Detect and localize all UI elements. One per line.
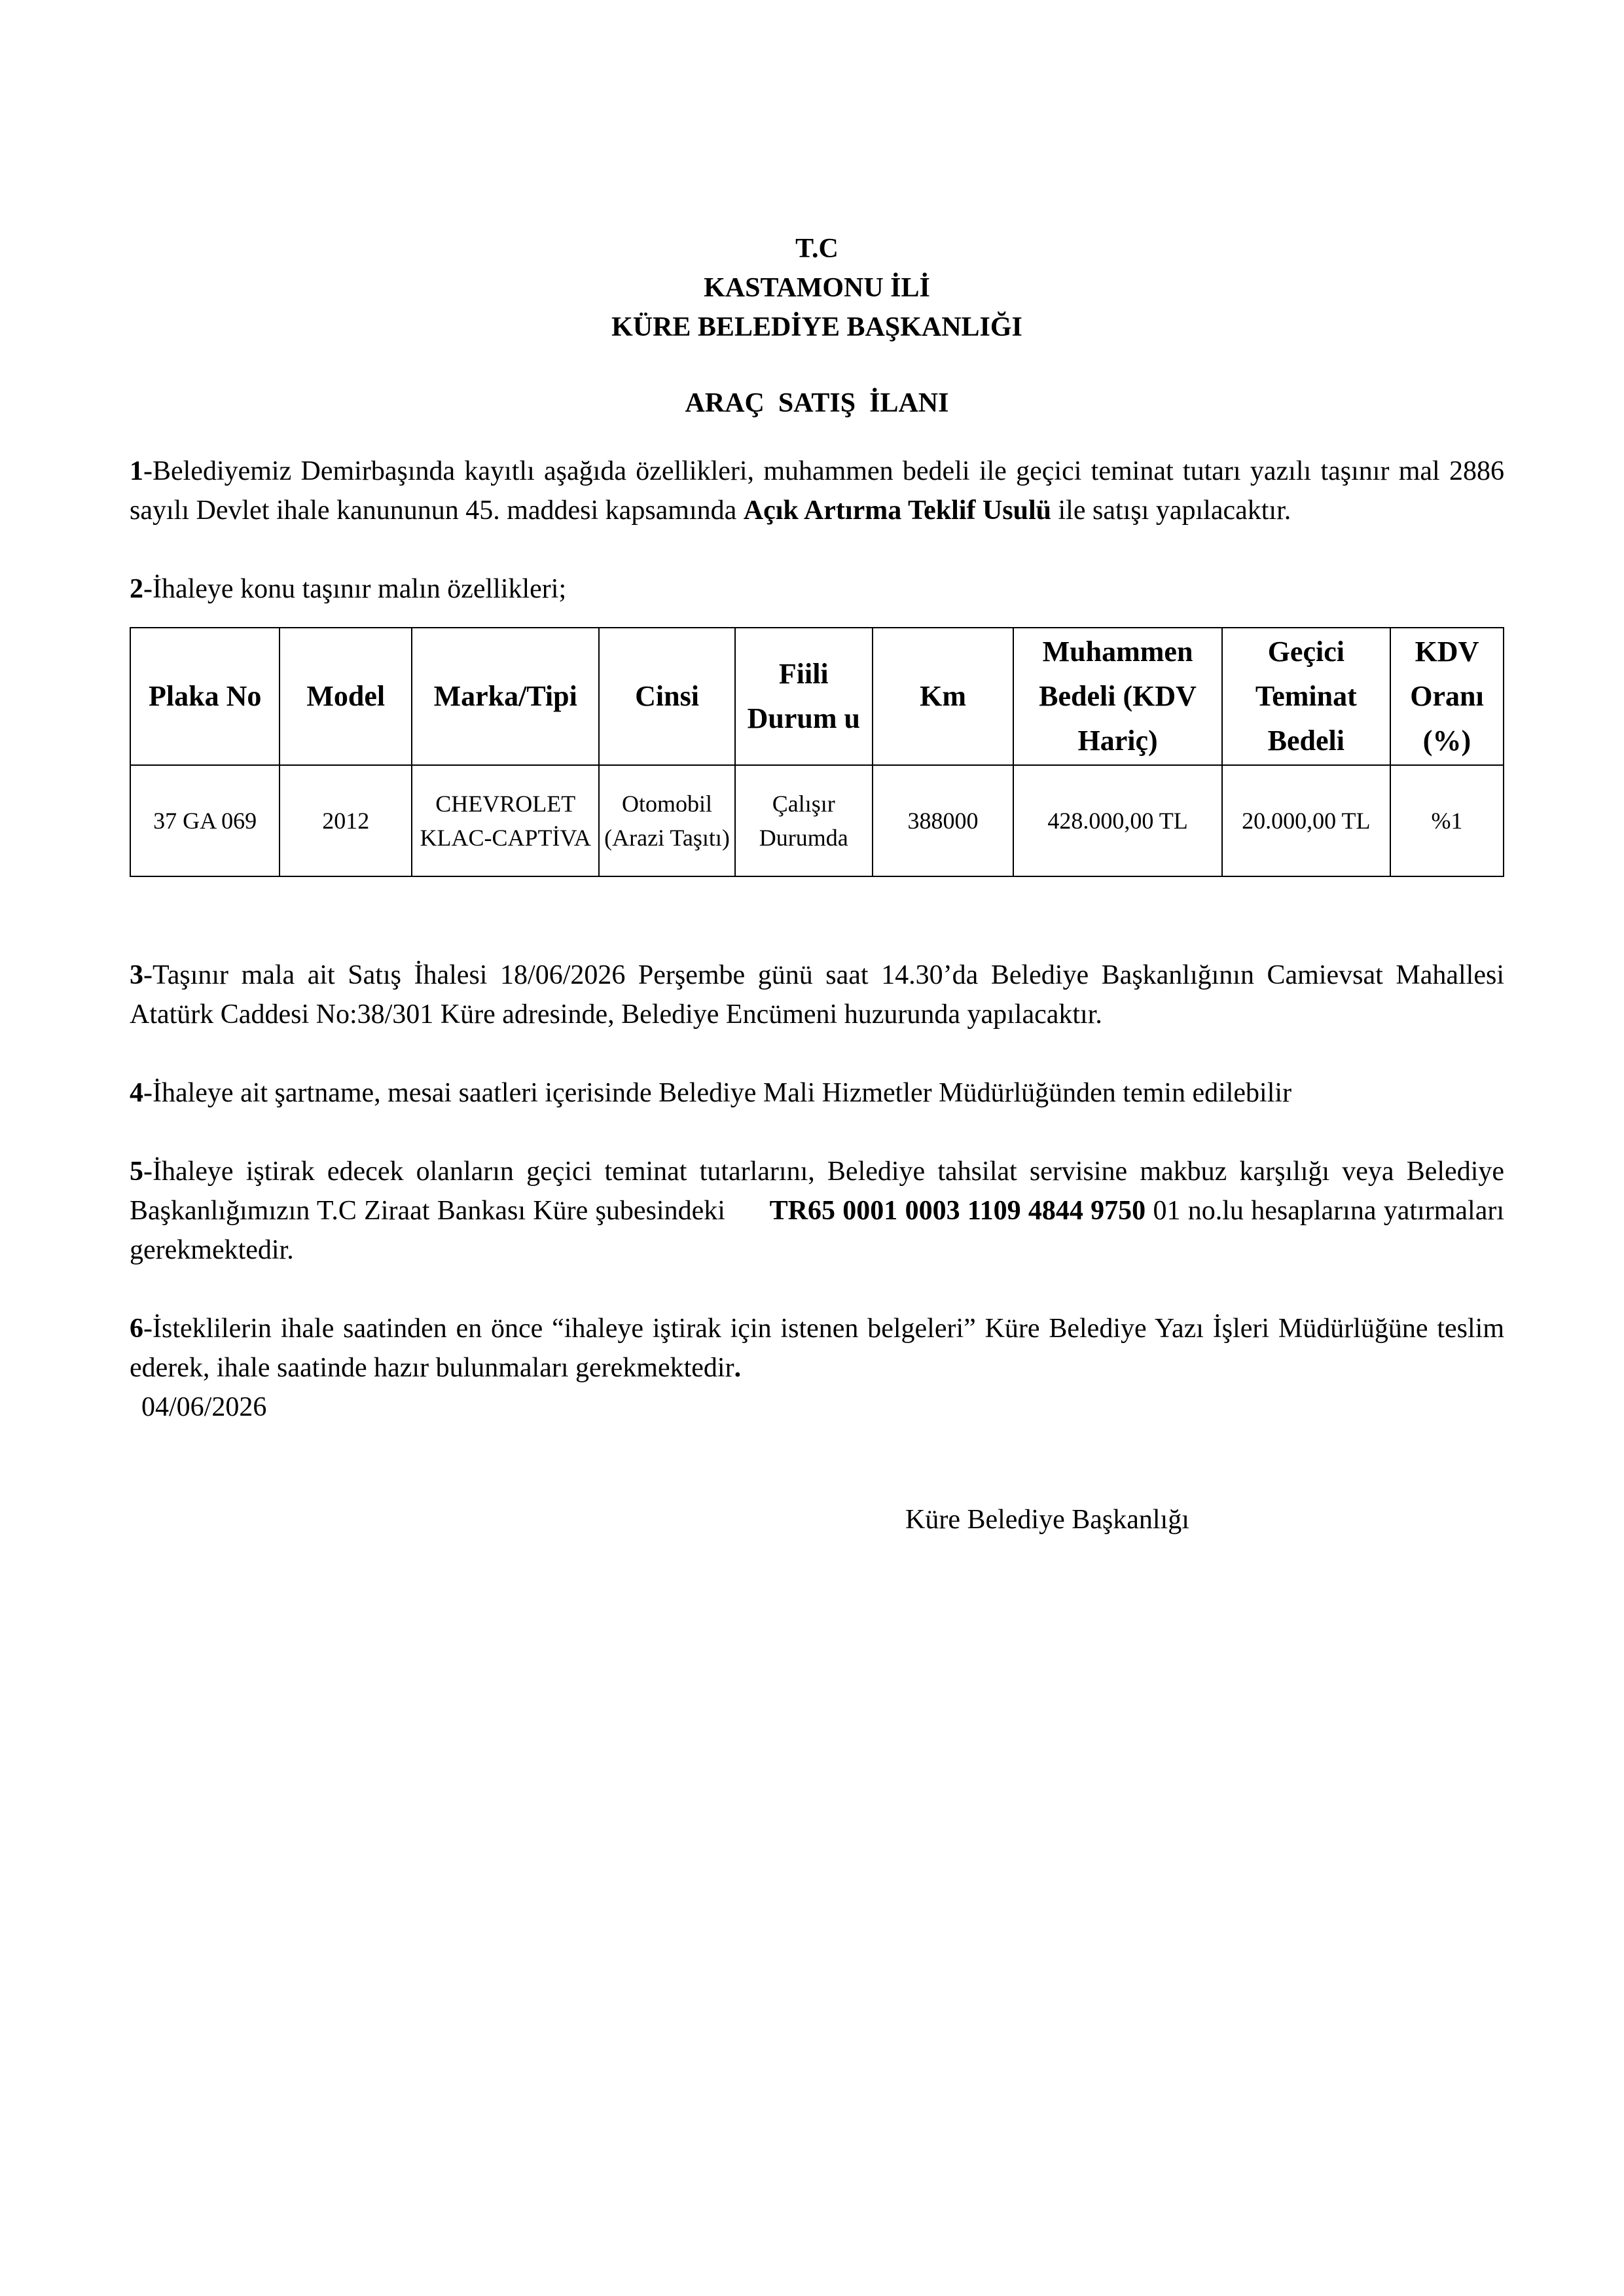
cell-gecici-teminat: 20.000,00 TL	[1222, 765, 1390, 876]
document-title: ARAÇ SATIŞ İLANI	[685, 388, 949, 418]
cell-muhammen-bedeli: 428.000,00 TL	[1013, 765, 1221, 876]
header-line-1: T.C	[795, 234, 839, 264]
paragraph-1-number: 1	[130, 456, 143, 486]
table-header-row	[130, 628, 1504, 765]
paragraph-2	[130, 569, 1504, 609]
paragraph-3	[130, 956, 1504, 1034]
paragraph-5-text-b: 01 no.lu hesaplarına yatırmaları gerekmektedir.	[130, 1196, 1504, 1265]
paragraph-6	[130, 1309, 1504, 1388]
header-kdv-orani: KDV Oranı (%)	[1390, 628, 1504, 765]
cell-marka-tipi: CHEVROLET KLAC-CAPTİVA	[412, 765, 599, 876]
document-header	[130, 229, 1504, 347]
header-marka-tipi: Marka/Tipi	[412, 628, 599, 765]
paragraph-3-number: 3	[130, 960, 143, 990]
header-fiili-durum: Fiili Durum u	[735, 628, 873, 765]
paragraph-1-text-b: ile satışı yapılacaktır.	[1051, 495, 1291, 526]
paragraph-6-text: -İsteklilerin ihale saatinden en önce “ihaleye iştirak için istenen belgeleri” Küre Belediye Yazı İşleri Müdürlüğüne teslim ederek, ihale saatinde hazır bulunmaları gerekmektedir	[130, 1314, 1504, 1383]
header-km: Km	[873, 628, 1014, 765]
header-cinsi: Cinsi	[599, 628, 735, 765]
header-line-2: KASTAMONU İLİ	[704, 273, 930, 303]
document-page	[130, 229, 1511, 1535]
paragraph-6-end: .	[734, 1353, 742, 1383]
paragraph-4-text: -İhaleye ait şartname, mesai saatleri içerisinde Belediye Mali Hizmetler Müdürlüğünden temin edilebilir	[143, 1078, 1292, 1108]
cell-model: 2012	[280, 765, 412, 876]
iban-number: TR65 0001 0003 1109 4844 9750	[769, 1196, 1146, 1226]
header-muhammen-bedeli: Muhammen Bedeli (KDV Hariç)	[1013, 628, 1221, 765]
paragraph-5-number: 5	[130, 1157, 143, 1187]
paragraph-3-text: -Taşınır mala ait Satış İhalesi 18/06/2026 Perşembe günü saat 14.30’da Belediye Başkanlığının Camievsat Mahallesi Atatürk Caddesi No:38/301 Küre adresinde, Belediye Encümeni huzurunda yapılacaktır.	[130, 960, 1504, 1030]
paragraph-6-number: 6	[130, 1314, 143, 1344]
signature: Küre Belediye Başkanlığı	[905, 1505, 1189, 1535]
cell-plaka-no: 37 GA 069	[130, 765, 280, 876]
document-date: 04/06/2026	[141, 1392, 267, 1422]
cell-cinsi: Otomobil (Arazi Taşıtı)	[599, 765, 735, 876]
vehicle-table	[130, 627, 1504, 877]
paragraph-1-text-a: -Belediyemiz Demirbaşında kayıtlı aşağıda özellikleri, muhammen bedeli ile geçici teminat tutarı yazılı taşınır mal 2886 sayılı Devlet ihale kanununun 45. maddesi kapsamında	[130, 456, 1504, 526]
table-row	[130, 765, 1504, 876]
header-model: Model	[280, 628, 412, 765]
cell-fiili-durum: Çalışır Durumda	[735, 765, 873, 876]
cell-kdv-orani: %1	[1390, 765, 1504, 876]
paragraph-2-text: -İhaleye konu taşınır malın özellikleri;	[143, 574, 567, 604]
paragraph-4-number: 4	[130, 1078, 143, 1108]
paragraph-2-number: 2	[130, 574, 143, 604]
paragraph-1-bold: Açık Artırma Teklif Usulü	[743, 495, 1052, 526]
header-gecici-teminat: Geçici Teminat Bedeli	[1222, 628, 1390, 765]
cell-km: 388000	[873, 765, 1014, 876]
header-plaka-no: Plaka No	[130, 628, 280, 765]
paragraph-1	[130, 452, 1504, 530]
header-line-3: KÜRE BELEDİYE BAŞKANLIĞI	[611, 312, 1022, 342]
paragraph-4	[130, 1073, 1504, 1113]
paragraph-5	[130, 1152, 1511, 1270]
paragraph-5-text-a: -İhaleye iştirak edecek olanların geçici teminat tutarlarını, Belediye tahsilat servisine makbuz karşılığı veya Belediye Başkanlığımızın T.C Ziraat Bankası Küre şubesindeki	[130, 1157, 1511, 1226]
